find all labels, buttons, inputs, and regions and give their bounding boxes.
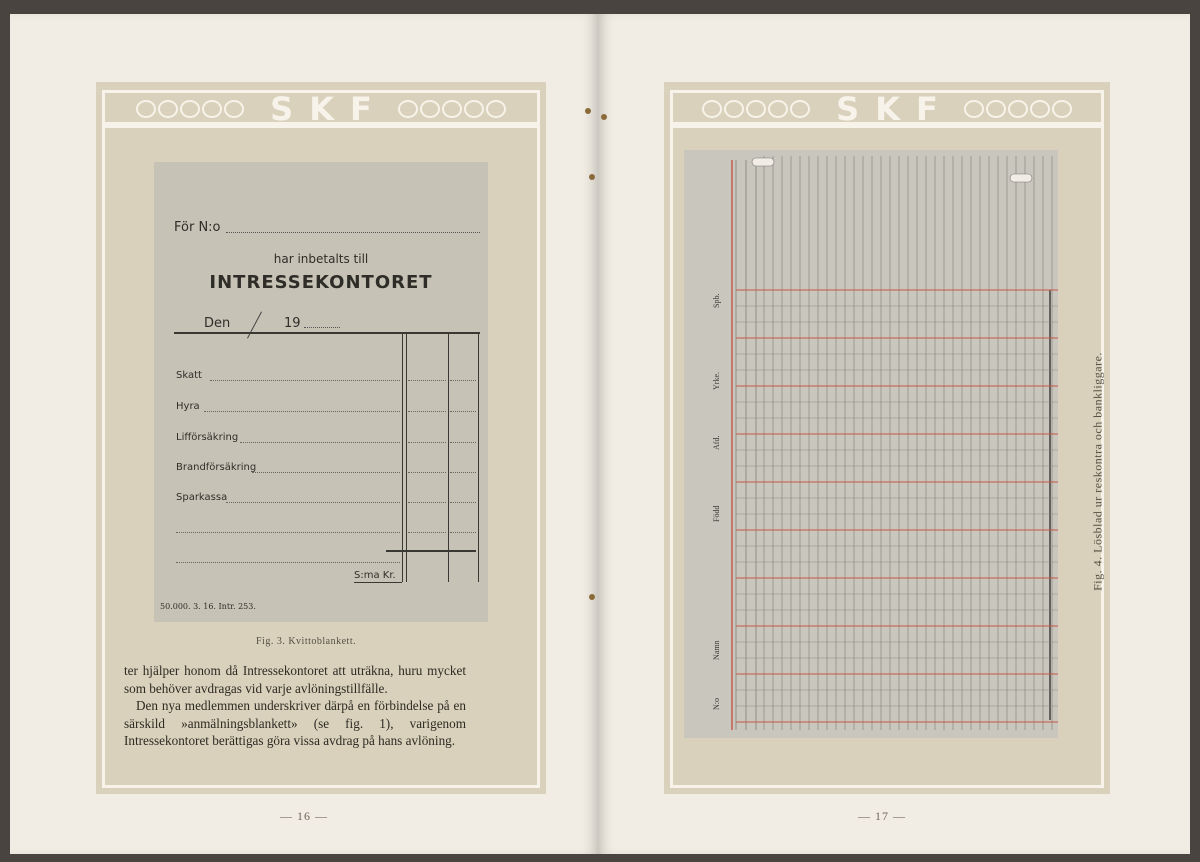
ornament-icon — [136, 100, 156, 118]
punch-slot — [752, 158, 774, 166]
dotted-line — [252, 472, 400, 473]
ornament-icon — [420, 100, 440, 118]
ornament-icon — [180, 100, 200, 118]
ornament-icon — [986, 100, 1006, 118]
ornament-icon — [1008, 100, 1028, 118]
right-page — [598, 14, 1190, 854]
receipt-row-label: Brandförsäkring — [176, 462, 257, 473]
column-rule — [406, 334, 407, 582]
ornament-row-right — [398, 100, 506, 118]
dotted-line — [304, 327, 340, 328]
dotted-line — [408, 411, 446, 412]
receipt-row-label: Skatt — [176, 370, 202, 381]
binding-hole — [589, 594, 595, 600]
ornament-icon — [790, 100, 810, 118]
page-number: — 17 — — [858, 809, 906, 823]
ornament-icon — [202, 100, 222, 118]
date-slash — [247, 312, 262, 339]
sum-rule — [386, 550, 476, 552]
dotted-line — [450, 502, 476, 503]
sum-underline — [354, 582, 402, 583]
ornament-icon — [442, 100, 462, 118]
dotted-line — [176, 532, 400, 533]
ornament-row-left — [702, 100, 810, 118]
dotted-line — [226, 502, 400, 503]
ornament-icon — [1030, 100, 1050, 118]
dotted-line — [408, 472, 446, 473]
dotted-line — [450, 411, 476, 412]
ornament-icon — [398, 100, 418, 118]
receipt-row-label: Lifförsäkring — [176, 432, 239, 443]
ornament-icon — [768, 100, 788, 118]
ledger-column-label: N:o — [712, 698, 721, 710]
form-rule — [174, 332, 480, 334]
skf-logo: SKF — [270, 90, 388, 128]
ornament-icon — [464, 100, 484, 118]
figure-caption: Fig. 3. Kvittoblankett. — [256, 636, 357, 647]
ornament-row-right — [964, 100, 1072, 118]
ledger-grid — [684, 150, 1058, 738]
for-number-label: För N:o — [174, 220, 221, 235]
open-book — [10, 14, 1190, 854]
paragraph: ter hjälper honom då Intressekontoret att uträkna, huru mycket som behöver avdragas vid varje avlöningstillfälle. — [124, 663, 466, 696]
dotted-line — [408, 532, 446, 533]
receipt-form — [154, 162, 488, 622]
office-title: INTRESSEKONTORET — [209, 272, 433, 293]
figure-caption-vertical — [1088, 344, 1108, 604]
dotted-line — [450, 472, 476, 473]
ledger-column-label: Yrke. — [712, 372, 721, 390]
figure-caption: Fig. 4. Lösblad ur reskontra och bankliggare. — [1090, 352, 1105, 591]
body-text — [124, 662, 466, 750]
ornament-icon — [486, 100, 506, 118]
left-page — [10, 14, 598, 854]
ledger-column-label: Namn — [712, 640, 721, 660]
dotted-line — [408, 502, 446, 503]
ornament-icon — [702, 100, 722, 118]
binding-hole — [601, 114, 607, 120]
print-code: 50.000. 3. 16. Intr. 253. — [160, 602, 256, 611]
paragraph: Den nya medlemmen underskriver därpå en förbindelse på en särskild »anmälningsblankett» (se fig. 1), varigenom Intressekontoret berättigas göra vissa avdrag på hans avlöning. — [124, 698, 466, 749]
date-label: Den — [204, 316, 231, 331]
ornament-icon — [724, 100, 744, 118]
paid-to-label: har inbetalts till — [273, 252, 369, 266]
dotted-line — [210, 380, 400, 381]
dotted-line — [408, 442, 446, 443]
receipt-row-label: Hyra — [176, 401, 200, 412]
punch-slot — [1010, 174, 1032, 182]
ornament-icon — [1052, 100, 1072, 118]
ornament-icon — [158, 100, 178, 118]
dotted-line — [450, 442, 476, 443]
binding-hole — [585, 108, 591, 114]
dotted-line — [408, 380, 446, 381]
year-label: 19 — [284, 316, 301, 331]
ledger-column-label: Spb. — [712, 293, 721, 308]
dotted-line — [450, 532, 476, 533]
ledger-sheet — [684, 150, 1058, 738]
column-rule — [448, 334, 449, 582]
ornament-icon — [224, 100, 244, 118]
column-rule — [402, 334, 403, 582]
ornament-icon — [964, 100, 984, 118]
dotted-line — [240, 442, 400, 443]
dotted-line — [226, 232, 480, 233]
dotted-line — [204, 411, 400, 412]
receipt-row-label: Sparkassa — [176, 492, 228, 503]
ornament-icon — [746, 100, 766, 118]
dotted-line — [450, 380, 476, 381]
ornament-row-left — [136, 100, 244, 118]
ledger-column-label: Född — [712, 505, 721, 522]
sum-label: S:ma Kr. — [354, 570, 396, 581]
dotted-line — [176, 562, 400, 563]
skf-logo: SKF — [836, 90, 954, 128]
page-number: — 16 — — [280, 809, 328, 823]
ledger-column-label: Afd. — [712, 435, 721, 450]
binding-hole — [589, 174, 595, 180]
column-rule — [478, 334, 479, 582]
